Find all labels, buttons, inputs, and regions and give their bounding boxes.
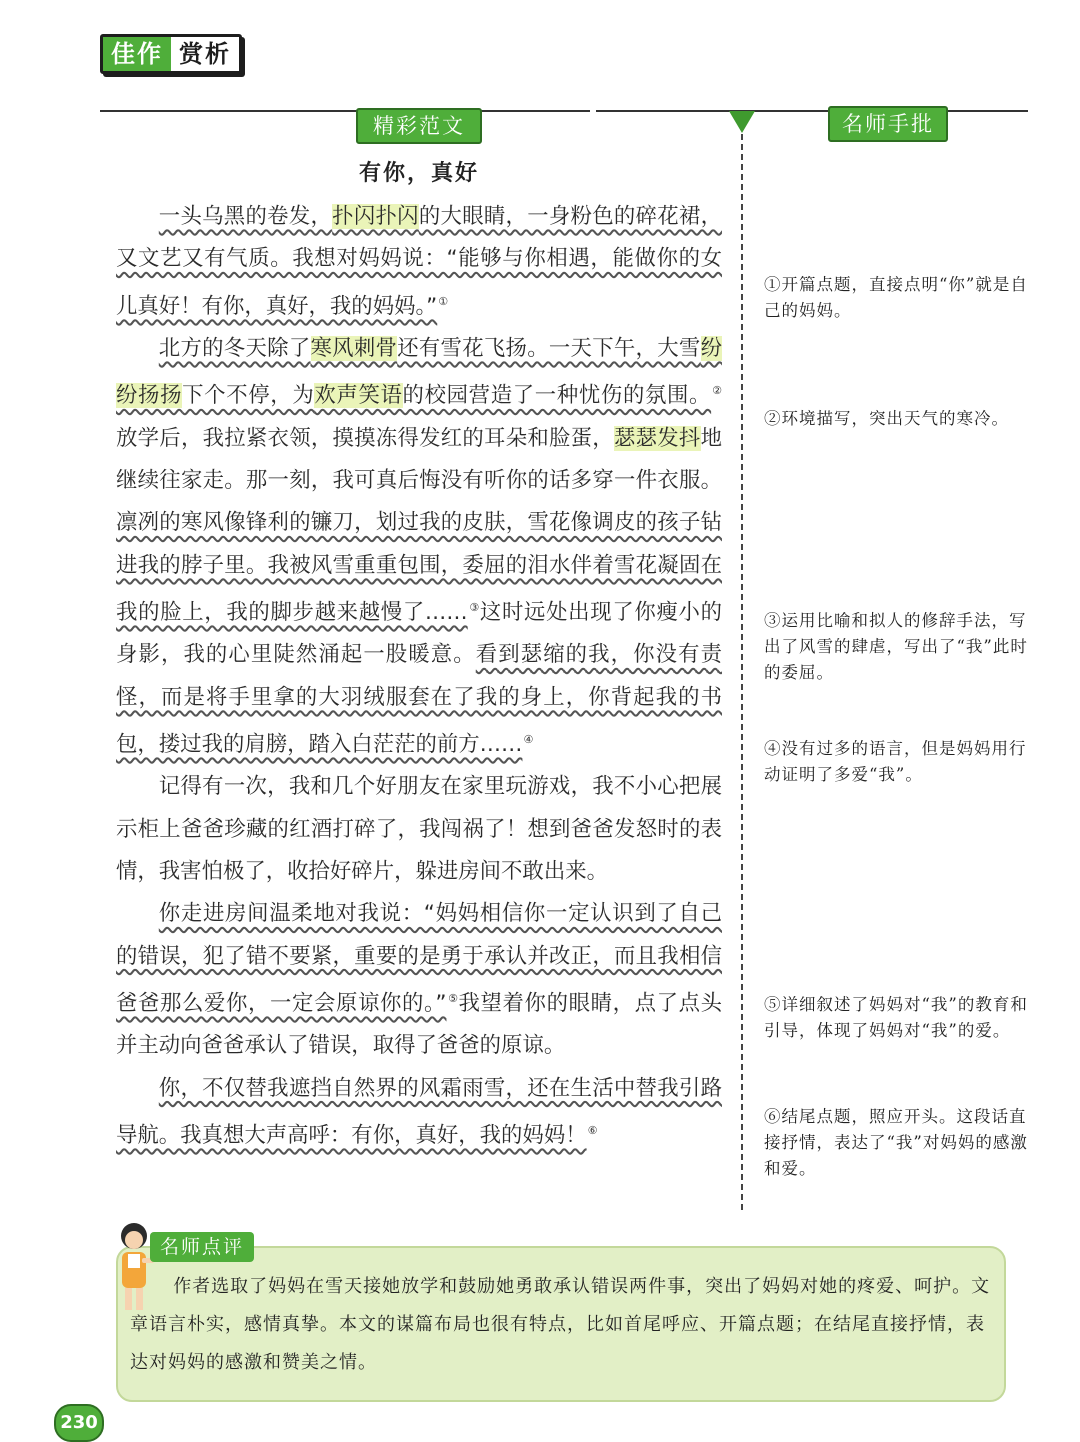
margin-note-1: ①开篇点题，直接点明“你”就是自己的妈妈。 [764, 275, 1028, 320]
paragraph-1 [116, 196, 722, 328]
section-header-badge [100, 34, 242, 74]
essay-section-tag: 精彩范文 [356, 108, 482, 144]
underlined-text: 你，不仅替我遮挡自然界的风霜雨雪，还在生活中替我引路导航。我真想大声高呼：有你，真好，我的妈妈！ [116, 1075, 722, 1148]
annotation-mark: ⑤ [447, 991, 459, 1005]
paragraph-3: 记得有一次，我和几个好朋友在家里玩游戏，我不小心把展示柜上爸爸珍藏的红酒打碎了，我闯祸了！想到爸爸发怒时的表情，我害怕极了，收拾好碎片，躲进房间不敢出来。 [116, 774, 722, 884]
plain-text: 放学后，我拉紧衣领，摸摸冻得发红的耳朵和脸蛋， [116, 425, 614, 451]
underlined-text: 北方的冬天除了 [158, 336, 311, 362]
essay-body [116, 196, 722, 1157]
underlined-text: 的校园营造了一种忧伤的氛围。 [402, 383, 712, 409]
underlined-text: 一头乌黑的卷发， [158, 204, 333, 229]
underlined-text: 看到瑟缩的我，你没有责怪，而是将手里拿的大羽绒服套在了我的身上，你背起我的书包，搂过我的肩膀，踏入白茫茫的前方…… [116, 642, 722, 758]
underlined-text: 下个不停，为 [182, 383, 315, 409]
annotation-mark: ③ [468, 600, 480, 614]
underlined-text: 凛冽的寒风像锋利的镰刀，划过我的皮肤，雪花像调皮的孩子钻进我的脖子里。我被风雪重重包围，委屈的泪水伴着雪花凝固在我的脸上，我的脚步越来越慢了…… [116, 510, 722, 626]
annotation-mark: ① [438, 294, 449, 308]
highlighted-phrase: 扑闪扑闪 [332, 204, 419, 229]
margin-note-5: ⑤详细叙述了妈妈对“我”的教育和引导，体现了妈妈对“我”的爱。 [764, 995, 1028, 1040]
paragraph-5 [116, 1068, 722, 1158]
column-divider [741, 134, 743, 1210]
paragraph-2 [116, 328, 722, 766]
page-number: 230 [54, 1404, 104, 1442]
annotation-mark: ② [712, 384, 722, 398]
triangle-marker-icon [729, 111, 755, 133]
plain-text: 我望着你的眼睛，点了点头并主动向爸爸承认了错误，取得了爸爸的原谅。 [116, 990, 722, 1059]
notes-section-tag: 名师手批 [828, 106, 948, 142]
highlighted-phrase: 瑟瑟发抖 [613, 425, 701, 451]
annotation-mark: ⑥ [587, 1123, 598, 1137]
margin-note-4: ④没有过多的语言，但是妈妈用行动证明了多爱“我”。 [764, 739, 1027, 784]
highlighted-phrase: 寒风刺骨 [310, 336, 398, 362]
underlined-text: 你走进房间温柔地对我说：“妈妈相信你一定认识到了自己的错误，犯了错不要紧，重要的是勇于承认并改正，而且我相信爸爸那么爱你，一定会原谅你的。” [116, 901, 722, 1016]
top-rule-left [100, 110, 590, 112]
underlined-text: 还有雪花飞扬。一天下午，大雪 [397, 336, 701, 362]
margin-note-6: ⑥结尾点题，照应开头。这段话直接抒情，表达了“我”对妈妈的感激和爱。 [764, 1107, 1028, 1178]
header-label-part1: 佳作 [103, 37, 171, 71]
review-text: 作者选取了妈妈在雪天接她放学和鼓励她勇敢承认错误两件事，突出了妈妈对她的疼爱、呵护。文章语言朴实，感情真挚。本文的谋篇布局也很有特点，比如首尾呼应、开篇点题；在结尾直接抒情，表达对妈妈的感激和赞美之情。 [130, 1276, 991, 1373]
review-section-tag: 名师点评 [150, 1232, 254, 1262]
highlighted-phrase: 欢声笑语 [314, 383, 403, 409]
plain-text: 这时远处出现了你瘦小的身影，我的心里陡然涌起一股暖意。 [116, 600, 722, 668]
essay-title: 有你，真好 [358, 161, 479, 186]
margin-note-2: ②环境描写，突出天气的寒冷。 [764, 409, 1009, 428]
margin-note-3: ③运用比喻和拟人的修辞手法，写出了风雪的肆虐，写出了“我”此时的委屈。 [764, 611, 1028, 682]
header-label-part2: 赏析 [179, 40, 231, 68]
annotation-mark: ④ [523, 732, 534, 746]
underlined-text: 的大眼睛，一身粉色的碎花裙，又文艺又有气质。我想对妈妈说：“能够与你相遇，能做你的女儿真好！有你，真好，我的妈妈。” [116, 204, 722, 319]
top-rule-right [596, 110, 1028, 112]
highlighted-phrase: 纷纷扬扬 [116, 336, 722, 409]
plain-text: 地继续往家走。那一刻，我可真后悔没有听你的话多穿一件衣服。 [116, 425, 722, 494]
paragraph-4 [116, 893, 722, 1067]
